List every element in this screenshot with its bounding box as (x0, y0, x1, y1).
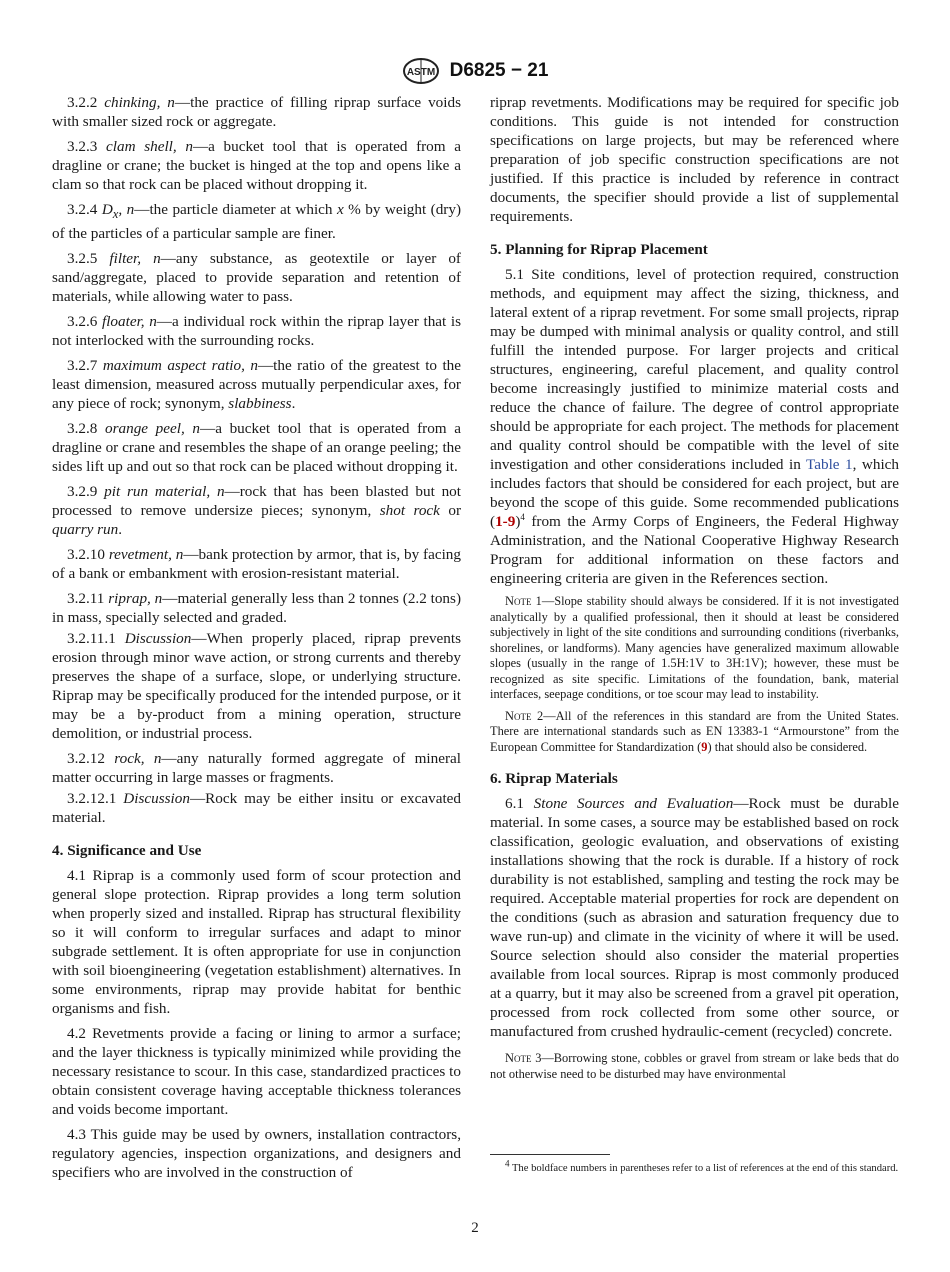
definition-3-2-9: 3.2.9 pit run material, n—rock that has been blasted but not processed to remove undersize pieces; synonym, shot rock or quarry run. (52, 483, 461, 539)
paragraph-4-1: 4.1 Riprap is a commonly used form of scour protection and general slope protection. Riprap provides a long term solution when properly sized and installed. Riprap has structural flexibility so it will conform to irregular surfaces and adapt to minor subgrade settlement. It is often appropriate for use in conjunction with soil bioengineering (vegetation establishment) alternatives. In some environments, riprap may provide habitat for benthic organisms and fish. (52, 867, 461, 1018)
definition-3-2-10: 3.2.10 revetment, n—bank protection by armor, that is, by facing of a bank or embankment with erosion-resistant material. (52, 546, 461, 583)
discussion-3-2-12-1: 3.2.12.1 Discussion—Rock may be either insitu or excavated material. (52, 790, 461, 827)
page-header (0, 57, 950, 85)
definition-3-2-6: 3.2.6 floater, n—a individual rock within the riprap layer that is not interlocked with the surrounding rocks. (52, 313, 461, 350)
page-number: 2 (471, 1220, 479, 1236)
definition-3-2-11: 3.2.11 riprap, n—material generally less than 2 tonnes (2.2 tons) in mass, specially selected and graded. (52, 590, 461, 627)
reference-9-link[interactable]: 9 (701, 739, 708, 754)
astm-logo-icon (402, 57, 440, 85)
footnote-4: $^4$ The boldface numbers in parentheses refer to a list of references at the end of this standard. (505, 1158, 899, 1174)
definition-3-2-8: 3.2.8 orange peel, n—a bucket tool that is operated from a dragline or crane and resembles the shape of an orange peeling; the sides lift up and out so that rock can be placed without dropping it. (52, 420, 461, 476)
paragraph-5-1: 5.1 Site conditions, level of protection required, construction methods, and equipment may affect the sizing, thickness, and lateral extent of a riprap revetment. For some small projects, riprap may be dumped with minimal analysis or quality control, and still fulfill the intended purpose. For larger projects and critical structures, engineering, careful placement, and quality control become increasingly justified to minimize material costs and reduce the chance of failure. The degree of control appropriate should be appropriate for each project. The methods for placement and quality control should be compatible with the level of site investigation and other considerations included in Table 1, which includes factors that should be considered for each project, but are beyond the scope of this guide. Some recommended publications $(1-9)^4$ from the Army Corps of Engineers, the Federal Highway Administration, and the National Cooperative Highway Research Program for additional information on these factors and engineering criteria are given in the References section. (490, 266, 899, 587)
paragraph-4-2: 4.2 Revetments provide a facing or lining to armor a surface; and the layer thickness is typically minimized while providing the necessary resistance to scour. In this case, standardized practices to obtain consistent coverage having acceptable thickness tolerances and voids become important. (52, 1025, 461, 1119)
footnote-4-marker: 4 (520, 511, 525, 522)
definition-3-2-4: 3.2.4 $D_x$, n—the particle diameter at which x % by weight (dry) of the particles of a particular sample are finer. (52, 201, 462, 243)
discussion-3-2-11-1: 3.2.11.1 Discussion—When properly placed, riprap prevents erosion through minor wave action, or strong currents and thereby preserves the shape of a surface, slope, or underlying structure. Riprap may be specifically produced for the intended purpose, or it may be a by-product from a mining operation, structure demolition, or industrial process. (52, 630, 462, 743)
definition-3-2-7: 3.2.7 maximum aspect ratio, n—the ratio of the greatest to the least dimension, measured across mutually perpendicular axes, for any piece of rock; synonym, slabbiness. (52, 357, 462, 413)
definition-3-2-12: 3.2.12 rock, n—any naturally formed aggregate of mineral matter occurring in large masses or fragments. (52, 750, 461, 787)
definition-3-2-3: 3.2.3 clam shell, n—a bucket tool that is operated from a dragline or crane; the bucket is hinged at the top and opens like a clam so that rock can be placed without dropping it. (52, 138, 461, 193)
note-1: Note 1—Slope stability should always be considered. If it is not investigated analytically by a qualified professional, then it should at least be considered subjectively in light of the site conditions and surrounding conditions (riverbanks, shorelines, or landforms). Many agencies have generalized maximum allowable slopes (usually in the range of 1.5H:1V to 3H:1V); however, these must be recognized as site specific. Limitations of the foundation, bank, material interfaces, seepage conditions, or toe scour may lead to instability. (490, 594, 899, 701)
definition-3-2-2: 3.2.2 chinking, n—the practice of filling riprap surface voids with smaller sized rock or aggregate. (52, 94, 462, 130)
section-6-heading: 6. Riprap Materials (490, 770, 618, 787)
section-5-heading: 5. Planning for Riprap Placement (490, 241, 708, 258)
reference-1-9-link[interactable]: 1-9 (495, 513, 516, 530)
svg-text:ASTM: ASTM (406, 67, 435, 78)
paragraph-6-1: 6.1 Stone Sources and Evaluation—Rock must be durable material. In some cases, a source may be established based on rock classification, geologic evaluation, and observations of existing installations showing that the rock is durable. If a history of rock durability is not established, sampling and testing the rock may be required. Acceptable material properties for rock are dependent on the conditions (such as abrasion and saturation frequency due to wave run-up) and climate in the vicinity of where it will be used. Source selection should also consider the material properties available from local sources. Riprap is most commonly produced at a quarry, but it may also be screened from a gravel pit operation, processed from rock collected from some other source, or manufactured from crushed hydraulic-cement (recycled) concrete. (490, 795, 899, 1040)
document-id: D6825 − 21 (449, 60, 549, 81)
section-4-heading: 4. Significance and Use (52, 842, 202, 860)
right-column (490, 93, 899, 1088)
table-1-link[interactable]: Table 1 (806, 456, 853, 473)
note-2: Note 2—All of the references in this standard are from the United States. There are international standards such as EN 13383-1 “Armourstone” from the European Committee for Standardization (9) that should also be considered. (490, 708, 899, 754)
left-column (52, 93, 461, 1188)
paragraph-4-3-continued: riprap revetments. Modifications may be required for specific job conditions. This guide is not intended for construction specifications on large projects, but may be referenced where preparation of job specific construction specifications are not justified. If this practice is included by reference in contract documents, the specifier should provide a list of supplemental requirements. (490, 94, 899, 225)
note-3: Note 3—Borrowing stone, cobbles or gravel from stream or lake beds that do not otherwise need to be disturbed may have environmental (490, 1051, 899, 1081)
footnote-divider (490, 1154, 610, 1155)
definition-3-2-5: 3.2.5 filter, n—any substance, as geotextile or layer of sand/aggregate, placed to provide separation and retention of materials, while allowing water to pass. (52, 250, 461, 306)
paragraph-4-3: 4.3 This guide may be used by owners, installation contractors, regulatory agencies, inspection organizations, and designers and specifiers who are involved in the construction of (52, 1126, 461, 1182)
